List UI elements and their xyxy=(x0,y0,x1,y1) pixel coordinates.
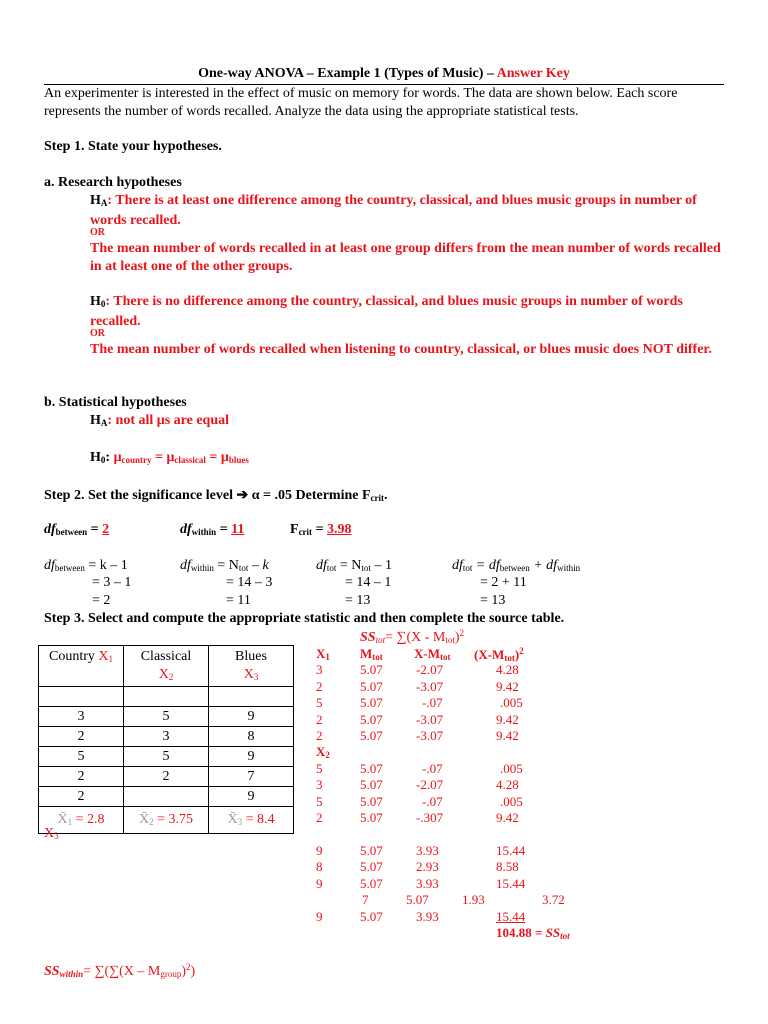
g2-m: 5.07 xyxy=(360,794,383,809)
last-m: 5.07 xyxy=(360,909,383,924)
page-title xyxy=(0,66,768,82)
g2-m: 5.07 xyxy=(360,761,383,776)
last-x: 9 xyxy=(316,909,323,924)
table-means-row xyxy=(39,807,294,834)
sstot-total: $104.88 = SS_{tot}$ xyxy=(496,925,570,941)
df-tot-calc-2: = 14 – 1 xyxy=(345,575,392,590)
table-row: 5 5 9 xyxy=(39,747,294,767)
ha-research-alt: The mean number of words recalled in at least one group differs from the mean number of words recalled in at least one of the other groups. xyxy=(90,241,721,274)
header-country: Country $X_1$ xyxy=(39,646,124,687)
sswithin-formula: $SS_{within}= \sum(\sum(X - M_{group})^2)$ xyxy=(44,962,196,979)
h0-research-alt: The mean number of words recalled when listening to country, classical, or blues music does NOT differ. xyxy=(90,342,712,357)
step3-heading: Step 3. Select and compute the appropriate statistic and then complete the source table. xyxy=(44,611,565,626)
answer-key-label: Answer Key xyxy=(496,66,570,81)
g1-dev: -3.07 xyxy=(416,712,444,727)
h0-statistical: $H_0$: $\mu_{country} = \mu_{classical} = \mu_{blues}$ xyxy=(90,450,249,465)
df-within-calc-1: $df_{within} = N_{tot} - k$ xyxy=(180,558,269,573)
arrow-icon: ➔ xyxy=(236,488,249,503)
g2-sq: 9.42 xyxy=(496,810,519,825)
g2-x: 5 xyxy=(316,794,323,809)
col-m-header: $M_{tot}$ xyxy=(360,646,383,662)
step1-heading: Step 1. State your hypotheses. xyxy=(44,139,222,154)
g2-sq: .005 xyxy=(500,794,523,809)
g1-x: 5 xyxy=(316,695,323,710)
g1-x: 2 xyxy=(316,728,323,743)
statistical-heading: b. Statistical hypotheses xyxy=(44,395,187,410)
last-sq: 15.44 xyxy=(496,909,526,924)
g2-m: 5.07 xyxy=(360,810,383,825)
g3-dev: 3.93 xyxy=(416,843,439,858)
mean-country: $X̄_1 = 2.8$ xyxy=(39,807,124,834)
g3-sq: 8.58 xyxy=(496,859,519,874)
df-between-answer: $df_{between} = 2$ xyxy=(44,522,110,537)
header-blues: Blues $X_3$ xyxy=(209,646,294,687)
g1-dev: -3.07 xyxy=(416,728,444,743)
g3-x: 9 xyxy=(316,843,323,858)
col-xm2-header: $(X-M_{tot})^2$ xyxy=(474,646,524,663)
g1-sq: 9.42 xyxy=(496,712,519,727)
mean-blues: $X̄_3 = 8.4$ xyxy=(209,807,294,834)
g1-m: 5.07 xyxy=(360,695,383,710)
h0-research: $H_0$: There is no difference among the country, classical, and blues music groups in number of words recalled. xyxy=(90,294,683,329)
df-within-calc-3: = 11 xyxy=(226,593,251,608)
table-row: 3 5 9 xyxy=(39,707,294,727)
g1-dev: -.07 xyxy=(422,695,443,710)
table-row: 2 3 8 xyxy=(39,727,294,747)
g2-dev: -.307 xyxy=(416,810,444,825)
g1-m: 5.07 xyxy=(360,679,383,694)
g3-m: 5.07 xyxy=(360,859,383,874)
g2-sq: 4.28 xyxy=(496,777,519,792)
odd-x: 7 xyxy=(362,892,369,907)
df-tot-calc-1: $df_{tot} = N_{tot} - 1$ xyxy=(316,558,392,573)
or-label-1: OR xyxy=(90,227,105,238)
df-within-calc-2: = 14 – 3 xyxy=(226,575,273,590)
df-between-calc-1: $df_{between} = k - 1$ xyxy=(44,558,128,573)
mean-classical: $X̄_2 = 3.75$ xyxy=(124,807,209,834)
header-classical: Classical $X_2$ xyxy=(124,646,209,687)
x3-label: $X_3$ xyxy=(44,826,59,841)
ha-statistical: $H_A$: not all μs are equal xyxy=(90,413,230,428)
g2-dev: -.07 xyxy=(422,761,443,776)
title-text: One-way ANOVA – Example 1 (Types of Music) – xyxy=(198,66,497,81)
x2-label: $X_2$ xyxy=(316,744,330,760)
sstot-formula: $SS_{tot}= \sum(X - M_{tot})^2$ xyxy=(360,628,465,645)
g1-sq: 9.42 xyxy=(496,728,519,743)
g1-m: 5.07 xyxy=(360,712,383,727)
g3-x: 9 xyxy=(316,876,323,891)
g1-sq: 9.42 xyxy=(496,679,519,694)
table-header-row xyxy=(39,646,294,687)
g2-x: 2 xyxy=(316,810,323,825)
table-row: 2 9 xyxy=(39,787,294,807)
df-between-calc-2: = 3 – 1 xyxy=(92,575,132,590)
intro-paragraph: An experimenter is interested in the effect of music on memory for words. The data are shown below. Each score represents the number of words recalled. Analyze the data using the appropriate statistical tests. xyxy=(44,86,678,119)
g1-dev: -3.07 xyxy=(416,679,444,694)
g1-x: 2 xyxy=(316,712,323,727)
odd-dev: 1.93 xyxy=(462,892,485,907)
ha-research: $H_A$: There is at least one difference among the country, classical, and blues music groups in number of words recalled. xyxy=(90,193,697,228)
col-xm-header: $X-M_{tot}$ xyxy=(414,646,451,662)
g3-m: 5.07 xyxy=(360,876,383,891)
last-dev: 3.93 xyxy=(416,909,439,924)
table-row: 2 2 7 xyxy=(39,767,294,787)
g2-sq: .005 xyxy=(500,761,523,776)
df-tot2-calc-2: = 2 + 11 xyxy=(480,575,527,590)
step2-heading: Step 2. Set the significance level ➔ α = .05 Determine $F_{crit}$. xyxy=(44,488,388,503)
g2-x: 3 xyxy=(316,777,323,792)
g3-m: 5.07 xyxy=(360,843,383,858)
g3-dev: 3.93 xyxy=(416,876,439,891)
fcrit-answer: $F_{crit} = 3.98$ xyxy=(290,522,352,537)
g2-dev: -2.07 xyxy=(416,777,444,792)
research-heading: a. Research hypotheses xyxy=(44,175,182,190)
df-tot2-calc-3: = 13 xyxy=(480,593,506,608)
g3-sq: 15.44 xyxy=(496,843,526,858)
g3-sq: 15.44 xyxy=(496,876,526,891)
g2-x: 5 xyxy=(316,761,323,776)
g1-m: 5.07 xyxy=(360,728,383,743)
g1-m: 5.07 xyxy=(360,662,383,677)
g1-sq: 4.28 xyxy=(496,662,519,677)
g1-dev: -2.07 xyxy=(416,662,444,677)
df-within-answer: $df_{within} = 11$ xyxy=(180,522,245,537)
g1-x: 3 xyxy=(316,662,323,677)
or-label-2: OR xyxy=(90,328,105,339)
data-table xyxy=(38,645,294,834)
col-x-header: $X_1$ xyxy=(316,646,330,662)
odd-m: 5.07 xyxy=(406,892,429,907)
df-tot-calc-3: = 13 xyxy=(345,593,371,608)
odd-sq: 3.72 xyxy=(542,892,565,907)
g3-x: 8 xyxy=(316,859,323,874)
g3-dev: 2.93 xyxy=(416,859,439,874)
df-tot2-calc-1: $df_{tot} = df_{between} + df_{within}$ xyxy=(452,558,581,573)
df-between-calc-3: = 2 xyxy=(92,593,111,608)
g2-m: 5.07 xyxy=(360,777,383,792)
g2-dev: -.07 xyxy=(422,794,443,809)
g1-x: 2 xyxy=(316,679,323,694)
g1-sq: .005 xyxy=(500,695,523,710)
table-spacer-row xyxy=(39,687,294,707)
